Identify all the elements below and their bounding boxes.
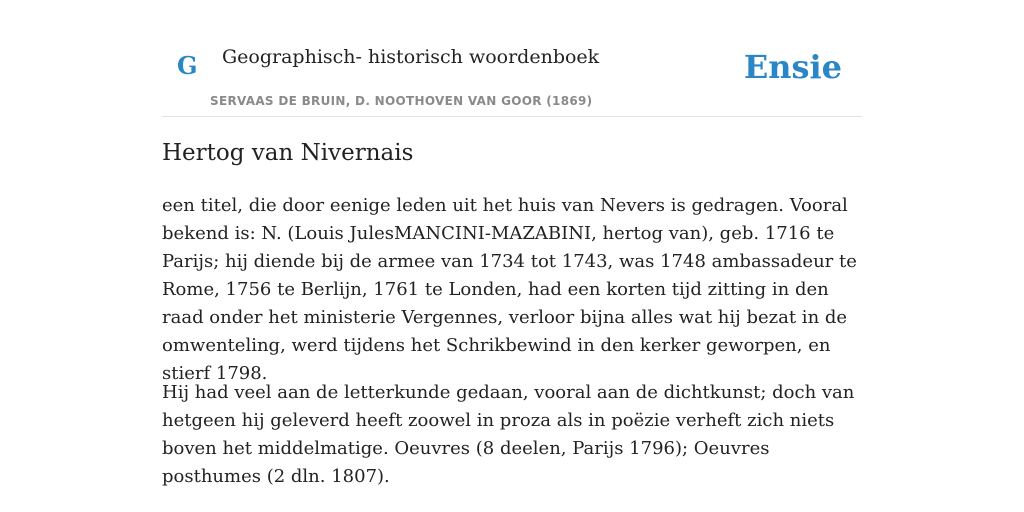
book-author: SERVAAS DE BRUIN, D. NOOTHOVEN VAN GOOR (1869) — [210, 94, 593, 108]
book-header — [162, 0, 862, 117]
entry-paragraph-1: een titel, die door eenige leden uit het huis van Nevers is gedragen. Vooral bekend is: N. (Louis JulesMANCINI-MAZABINI, hertog van), geb. 1716 te Parijs; hij diende bij de armee van 1734 tot 1743, was 1748 ambassadeur te Rome, 1756 te Berlijn, 1761 te Londen, had een korten tijd zitting in den raad onder het ministerie Vergennes, verloor bijna alles wat hij bezat in de omwenteling, werd tijdens het Schrikbewind in den kerker geworpen, en stierf 1798. — [162, 195, 857, 384]
entry-title: Hertog van Nivernais — [162, 140, 414, 166]
ensie-logo-link[interactable]: Ensie — [743, 48, 842, 86]
book-logo-letter[interactable]: G — [177, 51, 198, 80]
book-title-link[interactable]: Geographisch- historisch woordenboek — [222, 46, 600, 68]
article-card — [162, 0, 862, 487]
entry-paragraph-2: Hij had veel aan de letterkunde gedaan, vooral aan de dichtkunst; doch van hetgeen hij geleverd heeft zoowel in proza als in poëzie verheft zich niets boven het middelmatige. Oeuvres (8 deelen, Parijs 1796); Oeuvres posthumes (2 dln. 1807). — [162, 382, 855, 487]
